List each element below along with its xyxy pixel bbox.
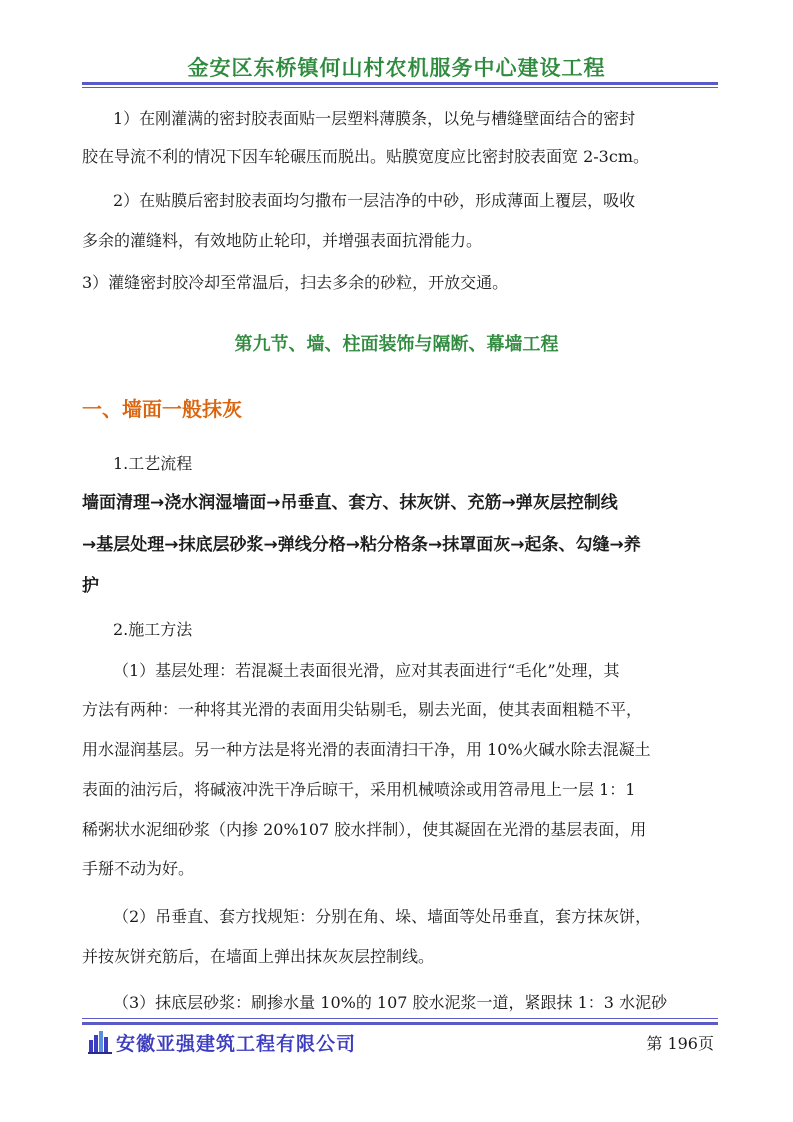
paragraph-line: 方法有两种：一种将其光滑的表面用尖钻剔毛，剔去光面，使其表面粗糙不平， — [82, 700, 643, 719]
process-flow-line: 护 — [82, 576, 99, 596]
header-rule-thin — [82, 87, 718, 88]
paragraph-line: 稀粥状水泥细砂浆（内掺 20%107 胶水拌制），使其凝固在光滑的基层表面，用 — [82, 820, 647, 839]
company-logo-icon — [88, 1030, 112, 1054]
paragraph-line: 1）在刚灌满的密封胶表面贴一层塑料薄膜条，以免与槽缝壁面结合的密封 — [113, 109, 636, 128]
paragraph-line: 2）在贴膜后密封胶表面均匀撒布一层洁净的中砂，形成薄面上覆层，吸收 — [113, 191, 636, 210]
footer-rule-thick — [82, 1022, 718, 1025]
paragraph-line: 3）灌缝密封胶冷却至常温后，扫去多余的砂粒，开放交通。 — [82, 273, 509, 292]
footer-rule-thin — [82, 1018, 718, 1019]
paragraph-line: （3）抹底层砂浆：刷掺水量 10%的 107 胶水泥浆一道，紧跟抹 1：3 水泥砂 — [113, 993, 668, 1012]
paragraph-line: 表面的油污后，将碱液冲洗干净后晾干，采用机械喷涂或用笤帚甩上一层 1：1 — [82, 780, 636, 799]
paragraph-line: （2）吊垂直、套方找规矩：分别在角、垛、墙面等处吊垂直，套方抹灰饼， — [113, 907, 652, 926]
paragraph-line: 胶在导流不利的情况下因车轮碾压而脱出。贴膜宽度应比密封胶表面宽 2-3cm。 — [82, 147, 649, 166]
process-flow-line: 墙面清理→浇水润湿墙面→吊垂直、套方、抹灰饼、充筋→弹灰层控制线 — [82, 493, 618, 513]
paragraph-line: 手掰不动为好。 — [82, 859, 195, 878]
header-rule-thick — [82, 82, 718, 85]
heading-level-1: 一、墙面一般抹灰 — [82, 397, 242, 421]
process-flow-line: →基层处理→抹底层砂浆→弹线分格→粘分格条→抹罩面灰→起条、勾缝→养 — [82, 535, 641, 555]
paragraph-line: 用水湿润基层。另一种方法是将光滑的表面清扫干净，用 10%火碱水除去混凝土 — [82, 740, 651, 759]
subheading-method: 2.施工方法 — [113, 620, 193, 639]
section-title: 第九节、墙、柱面装饰与隔断、幕墙工程 — [234, 334, 559, 355]
footer-page-number: 第 196页 — [646, 1034, 714, 1053]
paragraph-line: 多余的灌缝料，有效地防止轮印，并增强表面抗滑能力。 — [82, 231, 483, 250]
footer-company-name: 安徽亚强建筑工程有限公司 — [116, 1033, 357, 1055]
paragraph-line: 并按灰饼充筋后，在墙面上弹出抹灰灰层控制线。 — [82, 947, 435, 966]
subheading-process: 1.工艺流程 — [113, 454, 193, 473]
page-header-title: 金安区东桥镇何山村农机服务中心建设工程 — [187, 56, 606, 80]
paragraph-line: （1）基层处理：若混凝土表面很光滑，应对其表面进行“毛化”处理，其 — [113, 661, 620, 680]
